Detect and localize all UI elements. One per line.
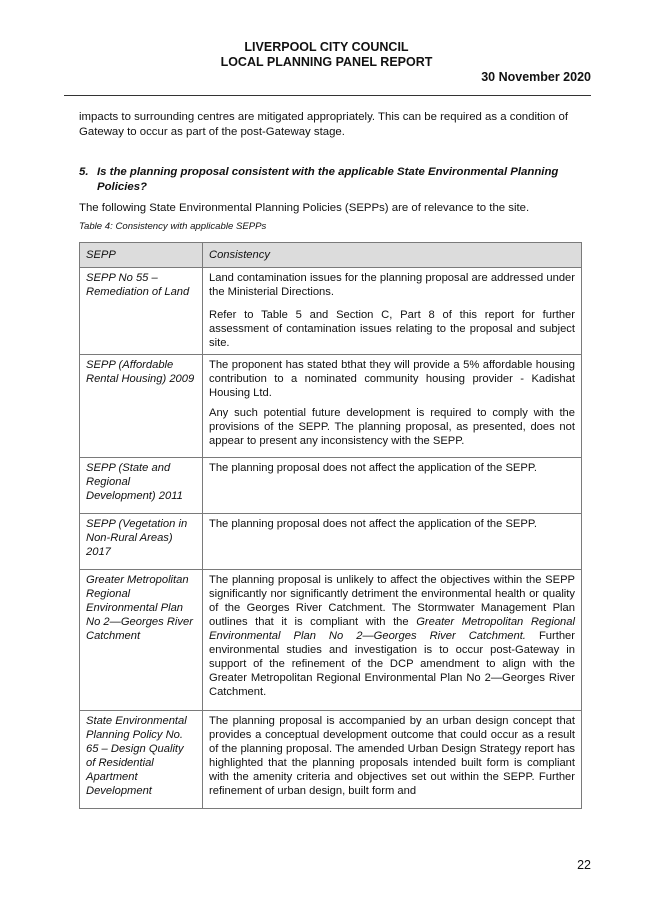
consistency-cell (203, 570, 582, 711)
column-header-sepp: SEPP (80, 243, 203, 268)
intro-paragraph: impacts to surrounding centres are mitigated appropriately. This can be required as a condition of Gateway to occur as part of the post-Gateway stage. (79, 111, 569, 138)
question-heading: Is the planning proposal consistent with the applicable State Environmental Planning Policies? (97, 166, 559, 193)
consistency-cell (203, 268, 582, 355)
table-row (80, 711, 582, 809)
table-row (80, 514, 582, 570)
table-header-row (80, 243, 582, 268)
lead-paragraph: The following State Environmental Planning Policies (SEPPs) are of relevance to the site. (79, 202, 530, 214)
table-row (80, 268, 582, 355)
header-divider (64, 95, 591, 96)
consistency-paragraph: The planning proposal does not affect the application of the SEPP. (209, 462, 537, 474)
sepp-cell: State Environmental Planning Policy No. 65 – Design Quality of Residential Apartment Development (80, 711, 203, 809)
consistency-text: Further environmental studies and investigation is to occur post-Gateway in support of the refinement of the DCP amendment to align with the Greater Metropolitan Regional Environmental Plan No 2—Georges River Catchment. (209, 630, 575, 698)
sepp-consistency-table (79, 242, 582, 809)
consistency-text-italic: Greater Metropolitan Regional Environmental Plan No 2—Georges River Catchment. (209, 616, 575, 642)
consistency-paragraph: Refer to Table 5 and Section C, Part 8 of this report for further assessment of contamination issues relating to the proposal and subject site. (209, 309, 575, 349)
table-row (80, 458, 582, 514)
consistency-paragraph: The planning proposal does not affect the application of the SEPP. (209, 518, 537, 530)
report-date: 30 November 2020 (481, 70, 591, 84)
consistency-cell (203, 458, 582, 514)
consistency-paragraph: The planning proposal is accompanied by an urban design concept that provides a conceptual development outcome that could occur as a result of the planning proposal. The amended Urban Design Strategy report has highlighted that the planning proposals intended built form is compliant with the amenity criteria and objectives set out within the SEPP. Further refinement of urban design, built form and (209, 715, 575, 797)
table-row (80, 570, 582, 711)
sepp-cell: SEPP (Affordable Rental Housing) 2009 (80, 355, 203, 458)
report-title: LOCAL PLANNING PANEL REPORT (220, 55, 433, 69)
consistency-paragraph (209, 573, 575, 699)
column-header-consistency: Consistency (203, 243, 582, 268)
table-caption: Table 4: Consistency with applicable SEPPs (79, 221, 267, 232)
question-number: 5. (79, 166, 89, 178)
sepp-cell: SEPP (Vegetation in Non-Rural Areas) 2017 (80, 514, 203, 570)
consistency-paragraph: Land contamination issues for the planning proposal are addressed under the Ministerial Directions. (209, 272, 575, 298)
consistency-cell (203, 355, 582, 458)
consistency-paragraph: The proponent has stated bthat they will provide a 5% affordable housing contribution to a nominated community housing provider - Kadishat Housing Ltd. (209, 359, 575, 399)
council-name: LIVERPOOL CITY COUNCIL (244, 40, 409, 54)
sepp-cell: SEPP No 55 – Remediation of Land (80, 268, 203, 355)
consistency-cell (203, 514, 582, 570)
sepp-cell: Greater Metropolitan Regional Environmental Plan No 2—Georges River Catchment (80, 570, 203, 711)
consistency-text: The planning proposal is unlikely to affect the objectives within the SEPP significantly nor significantly detriment the environmental health or quality of the Georges River Catchment. The Stormwater Management Plan outlines that it is compliant with the (209, 574, 575, 628)
consistency-paragraph: Any such potential future development is required to comply with the provisions of the SEPP. The planning proposal, as presented, does not appear to present any inconsistency with the SEPP. (209, 407, 575, 447)
sepp-cell: SEPP (State and Regional Development) 2011 (80, 458, 203, 514)
consistency-cell (203, 711, 582, 809)
table-row (80, 355, 582, 458)
page-number: 22 (577, 858, 591, 872)
